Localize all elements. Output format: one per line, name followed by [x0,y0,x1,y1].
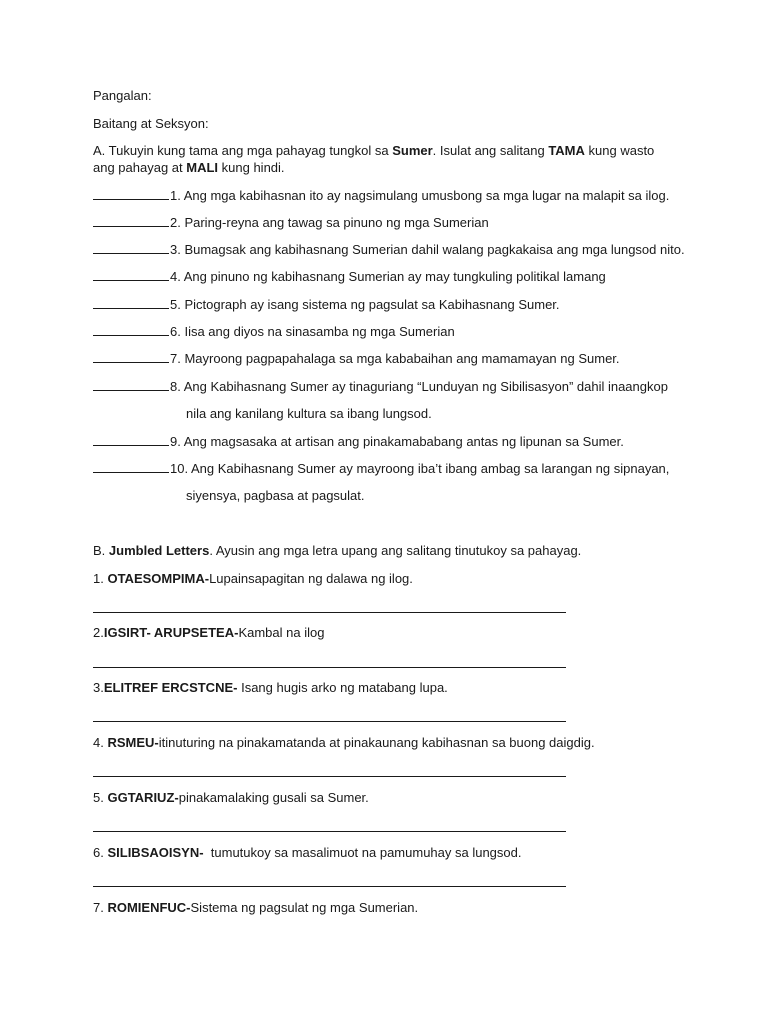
part-b-title: Jumbled Letters [108,543,210,558]
grade-section-label: Baitang at Seksyon: [93,116,209,131]
jumbled-item: 3.ELITREF ERCSTCNE- Isang hugis arko ng matabang lupa. [93,680,448,695]
answer-line[interactable] [93,776,566,777]
tf-item: 6. Iisa ang diyos na sinasamba ng mga Sumerian [93,323,455,340]
answer-blank[interactable] [93,323,169,336]
jumbled-item: 4. RSMEU-itinuturing na pinakamatanda at pinakaunang kabihasnan sa buong daigdig. [93,735,595,750]
answer-line[interactable] [93,831,566,832]
false-word: MALI [186,160,219,175]
part-a-instructions: A. Tukuyin kung tama ang mga pahayag tungkol sa Sumer. Isulat ang salitang TAMA kung wasto ang pahayag at MALI kung hindi. [93,143,655,175]
tf-item: 10. Ang Kabihasnang Sumer ay mayroong iba’t ibang ambag sa larangan ng sipnayan, [93,460,669,477]
jumbled-item: 1. OTAESOMPIMA-Lupainsapagitan ng dalawa ng ilog. [93,571,413,586]
name-label: Pangalan: [93,88,152,103]
answer-blank[interactable] [93,241,169,254]
jumbled-item: 2.IGSIRT- ARUPSETEA-Kambal na ilog [93,625,325,640]
true-word: TAMA [548,143,585,158]
answer-line[interactable] [93,612,566,613]
jumbled-item: 6. SILIBSAOISYN- tumutukoy sa masalimuot na pamumuhay sa lungsod. [93,845,522,860]
tf-item: 4. Ang pinuno ng kabihasnang Sumerian ay may tungkuling politikal lamang [93,268,606,285]
answer-blank[interactable] [93,433,169,446]
jumbled-item: 5. GGTARIUZ-pinakamalaking gusali sa Sumer. [93,790,369,805]
part-b-instructions: B. Jumbled Letters. Ayusin ang mga letra upang ang salitang tinutukoy sa pahayag. [93,543,582,558]
answer-blank[interactable] [93,268,169,281]
answer-blank[interactable] [93,187,169,200]
tf-item: 7. Mayroong pagpapahalaga sa mga kababaihan ang mamamayan ng Sumer. [93,350,620,367]
answer-line[interactable] [93,886,566,887]
answer-blank[interactable] [93,214,169,227]
tf-item: 5. Pictograph ay isang sistema ng pagsulat sa Kabihasnang Sumer. [93,296,560,313]
tf-item-continuation: siyensya, pagbasa at pagsulat. [186,488,365,503]
answer-line[interactable] [93,721,566,722]
tf-item-continuation: nila ang kanilang kultura sa ibang lungsod. [186,406,432,421]
answer-blank[interactable] [93,460,169,473]
jumbled-item: 7. ROMIENFUC-Sistema ng pagsulat ng mga Sumerian. [93,900,419,915]
tf-item: 8. Ang Kabihasnang Sumer ay tinaguriang “Lunduyan ng Sibilisasyon” dahil inaangkop [93,378,668,395]
answer-blank[interactable] [93,296,169,309]
tf-item: 2. Paring-reyna ang tawag sa pinuno ng mga Sumerian [93,214,489,231]
tf-item: 3. Bumagsak ang kabihasnang Sumerian dahil walang pagkakaisa ang mga lungsod nito. [93,241,685,258]
answer-blank[interactable] [93,378,169,391]
tf-item: 9. Ang magsasaka at artisan ang pinakamababang antas ng lipunan sa Sumer. [93,433,624,450]
tf-item: 1. Ang mga kabihasnan ito ay nagsimulang umusbong sa mga lugar na malapit sa ilog. [93,187,669,204]
answer-line[interactable] [93,667,566,668]
topic-word: Sumer [392,143,433,158]
answer-blank[interactable] [93,350,169,363]
